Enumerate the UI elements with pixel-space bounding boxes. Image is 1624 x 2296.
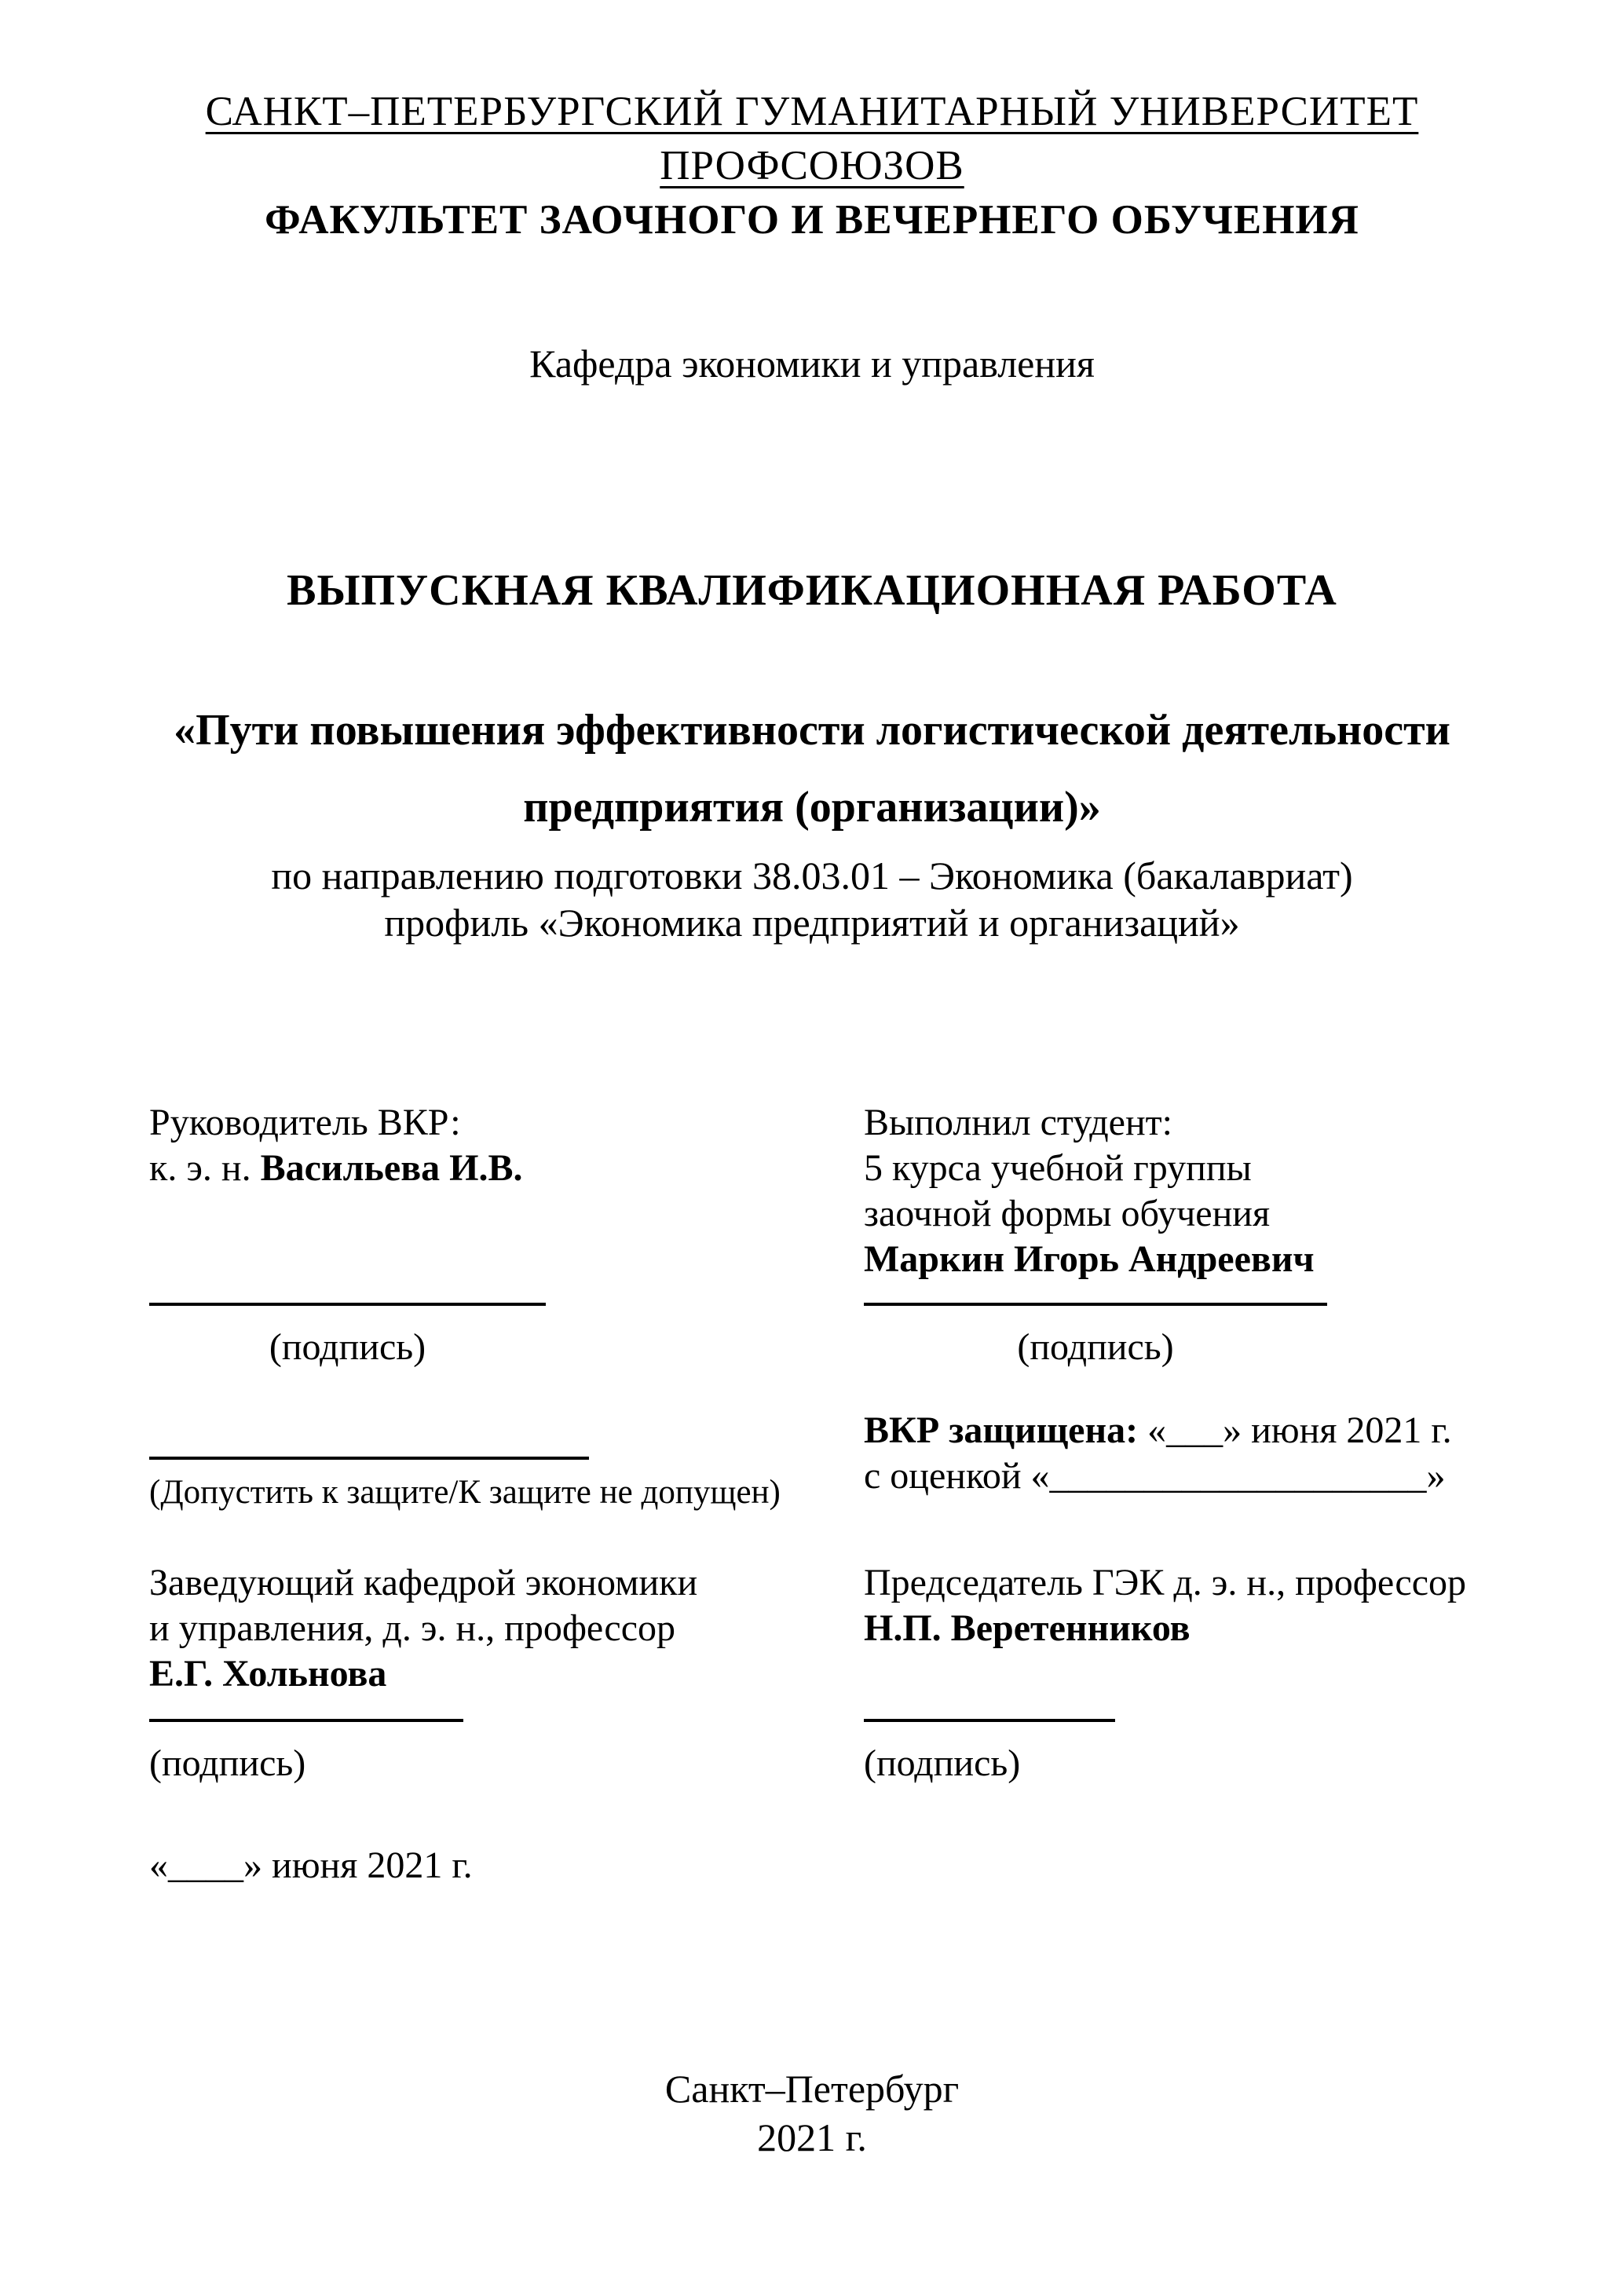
right-column [864, 1100, 1475, 1888]
left-column [149, 1100, 864, 1888]
student-block [864, 1100, 1475, 1282]
head-signature-block [149, 1719, 864, 1786]
thesis-title-line2: предприятия (организации)» [523, 783, 1101, 832]
supervisor-signature-caption: (подпись) [269, 1326, 426, 1368]
student-signature-caption: (подпись) [1017, 1326, 1174, 1368]
profile-line: профиль «Экономика предприятий и организаций» [384, 901, 1240, 945]
student-group-line2: заочной формы обучения [864, 1193, 1271, 1234]
gek-chair-line1: Председатель ГЭК д. э. н., профессор [864, 1562, 1466, 1603]
university-name-line2: ПРОФСОЮЗОВ [660, 143, 964, 188]
faculty-name: ФАКУЛЬТЕТ ЗАОЧНОГО И ВЕЧЕРНЕГО ОБУЧЕНИЯ [265, 197, 1359, 243]
admission-block [149, 1408, 864, 1513]
defense-line1 [864, 1408, 1475, 1453]
gek-signature-block [864, 1719, 1475, 1786]
gek-signature-caption: (подпись) [864, 1742, 1021, 1784]
gek-signature-line [864, 1719, 1115, 1722]
university-header [149, 85, 1475, 247]
footer-city: Санкт–Петербург [664, 2067, 960, 2111]
head-name: Е.Г. Хольнова [149, 1653, 387, 1695]
footer-year: 2021 г. [757, 2115, 867, 2159]
department-name: Кафедра экономики и управления [529, 342, 1095, 386]
university-name-line1: САНКТ–ПЕТЕРБУРГСКИЙ ГУМАНИТАРНЫЙ УНИВЕРСИТЕТ [205, 89, 1419, 134]
head-line2: и управления, д. э. н., профессор [149, 1607, 676, 1649]
student-signature-line [864, 1303, 1327, 1306]
defense-block [864, 1408, 1475, 1513]
supervisor-name: Васильева И.В. [260, 1147, 523, 1189]
supervisor-label: Руководитель ВКР: [149, 1102, 461, 1143]
supervisor-degree: к. э. н. [149, 1147, 261, 1189]
work-type-heading: ВЫПУСКНАЯ КВАЛИФИКАЦИОННАЯ РАБОТА [287, 566, 1337, 615]
gek-chair-block [864, 1560, 1475, 1697]
supervisor-name-line [149, 1146, 864, 1191]
supervisor-block [149, 1100, 864, 1282]
thesis-title-line1: «Пути повышения эффективности логистической деятельности [174, 706, 1450, 755]
head-signature-caption: (подпись) [149, 1742, 306, 1784]
student-label: Выполнил студент: [864, 1102, 1172, 1143]
head-date-line: «____» июня 2021 г. [149, 1844, 473, 1886]
gek-chair-name: Н.П. Веретенников [864, 1607, 1191, 1649]
defense-label: ВКР защищена: [864, 1409, 1139, 1451]
student-group-line1: 5 курса учебной группы [864, 1147, 1252, 1189]
program-line: по направлению подготовки 38.03.01 – Экономика (бакалавриат) [271, 854, 1353, 898]
defense-grade-line: с оценкой «____________________» [864, 1455, 1446, 1497]
footer [149, 2064, 1475, 2162]
admission-line [149, 1457, 589, 1460]
student-signature-block [864, 1303, 1475, 1370]
student-name: Маркин Игорь Андреевич [864, 1238, 1315, 1280]
head-line1: Заведующий кафедрой экономики [149, 1562, 698, 1603]
supervisor-signature-block [149, 1303, 864, 1370]
head-signature-line [149, 1719, 463, 1722]
signature-columns [149, 1100, 1475, 1888]
admission-caption: (Допустить к защите/К защите не допущен) [149, 1474, 781, 1511]
head-of-department-block [149, 1560, 864, 1697]
defense-date: «___» июня 2021 г. [1138, 1409, 1452, 1451]
supervisor-signature-line [149, 1303, 546, 1306]
